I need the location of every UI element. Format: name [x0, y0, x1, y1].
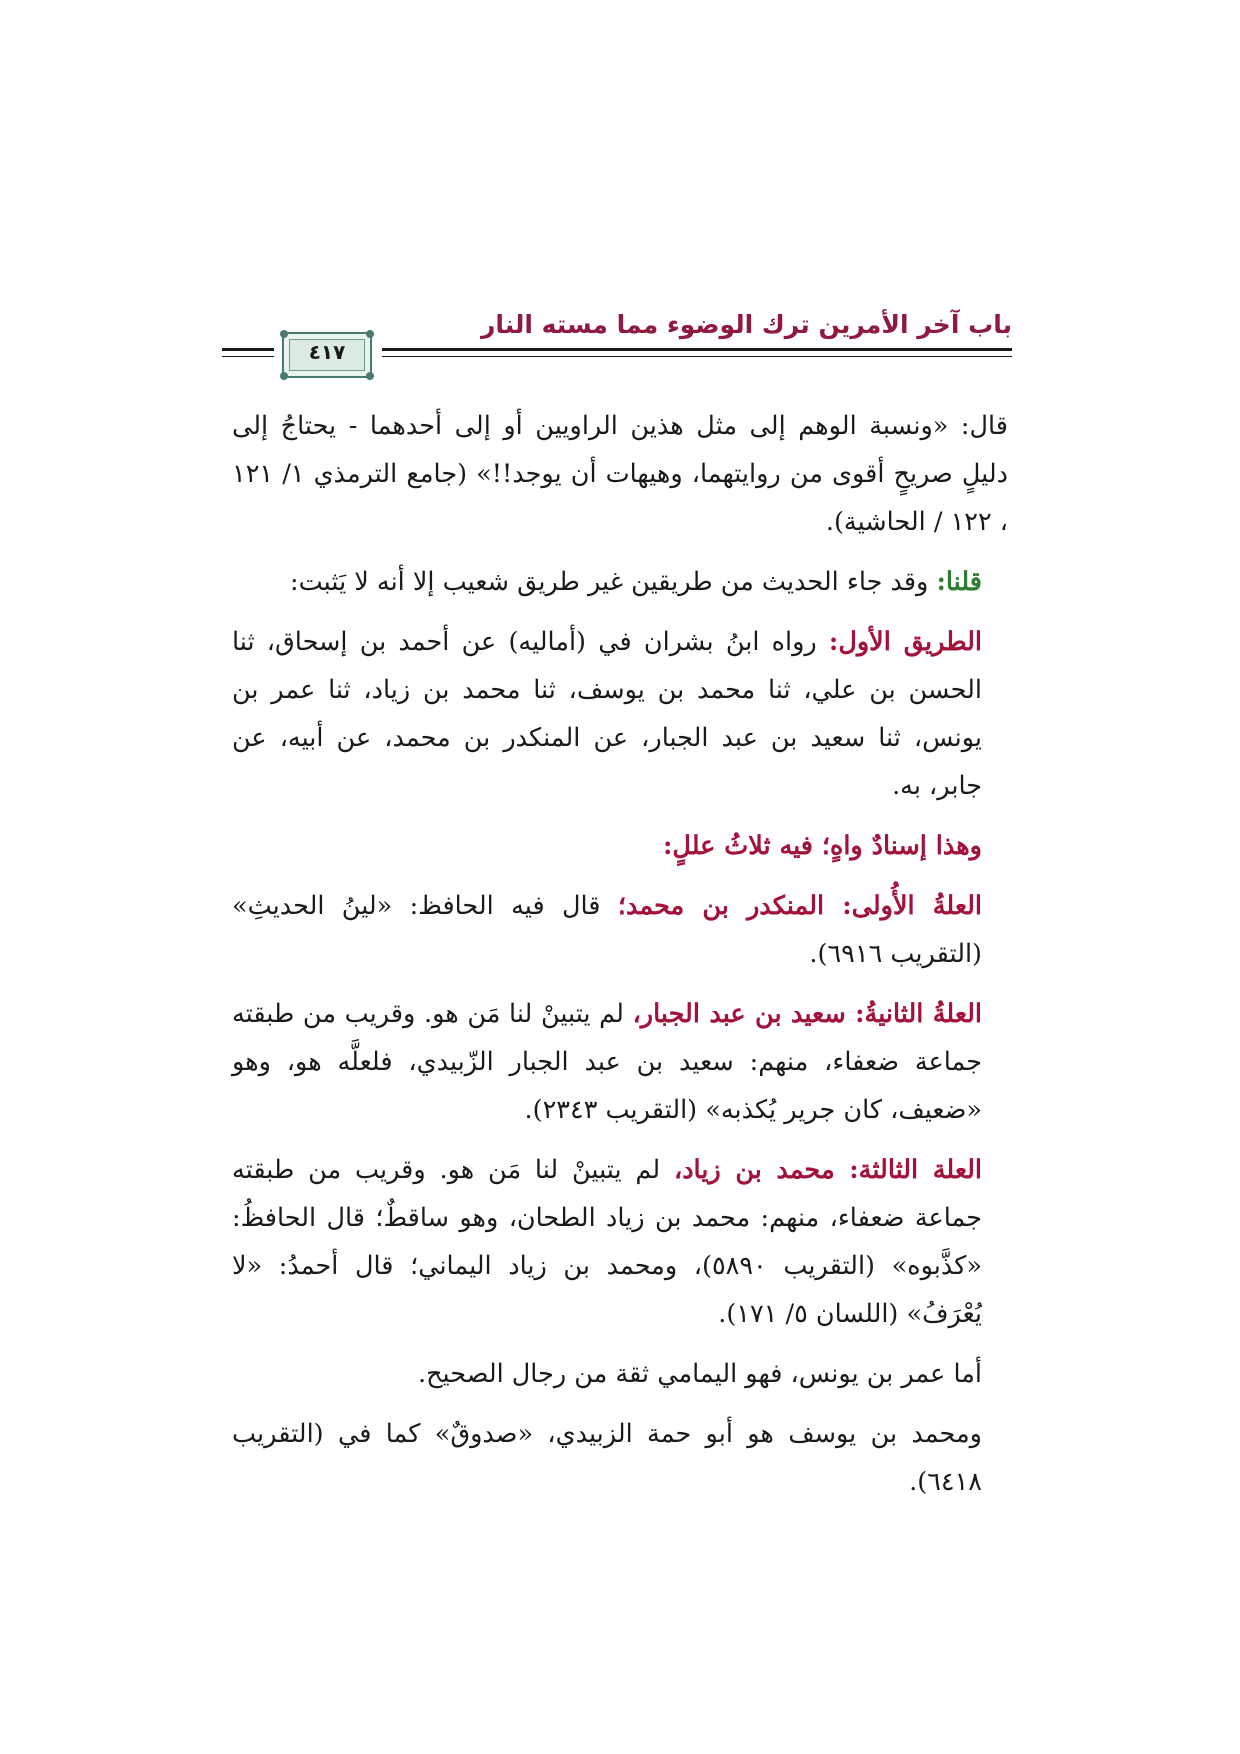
paragraph-three-defects-heading [232, 822, 1008, 870]
header-rule-thick [382, 348, 1012, 351]
chapter-title: باب آخر الأمرين ترك الوضوء مما مسته النار [480, 310, 1012, 339]
paragraph-label: العلةُ الثانيةُ: سعيد بن عبد الجبار، [632, 999, 983, 1029]
header-rule-thin [382, 356, 1012, 357]
paragraph-first-route: الطريق الأول: رواه ابنُ بشران في (أماليه) عن أحمد بن إسحاق، ثنا الحسن بن علي، ثنا محمد بن يوسف، ثنا محمد بن زياد، ثنا عمر بن يونس، ثنا سعيد بن عبد الجبار، عن المنكدر بن محمد، عن أبيه، عن جابر، به. [232, 627, 982, 801]
paragraph-label: الطريق الأول: [828, 627, 982, 657]
paragraph-defect-1: العلةُ الأُولى: المنكدر بن محمد؛ قال فيه الحافظ: «لينُ الحديثِ» (التقريب ٦٩١٦). [232, 891, 982, 969]
paragraph-umar: أما عمر بن يونس، فهو اليمامي ثقة من رجال الصحيح. [417, 1359, 982, 1389]
paragraph-label: قلنا: [936, 567, 982, 597]
paragraph-quote: قال: «ونسبة الوهم إلى مثل هذين الراويين أو إلى أحدهما - يحتاجُ إلى دليلٍ صريحٍ أقوى من روايتهما، وهيهات أن يوجد!!» (جامع الترمذي ١/ ١٢١ ، ١٢٢ / الحاشية). [232, 411, 1009, 537]
paragraph-defect-2: العلةُ الثانيةُ: سعيد بن عبد الجبار، لم يتبينْ لنا مَن هو. وقريب من طبقته جماعة ضعفاء، منهم: سعيد بن عبد الجبار الزّبيدي، فلعلَّه هو، وهو «ضعيف، كان جرير يُكذبه» (التقريب ٢٣٤٣). [232, 999, 983, 1125]
page-number-ornament [282, 332, 372, 378]
paragraph-defect-3: العلة الثالثة: محمد بن زياد، لم يتبينْ لنا مَن هو. وقريب من طبقته جماعة ضعفاء، منهم: محمد بن زياد الطحان، وهو ساقطٌ؛ قال الحافظُ: «كذَّبوه» (التقريب ٥٨٩٠)، ومحمد بن زياد اليماني؛ قال أحمدُ: «لا يُعْرَفُ» (اللسان ٥/ ١٧١). [232, 1155, 982, 1329]
header-rule-left-thin [222, 356, 274, 357]
body-text [232, 402, 1008, 1518]
page-header [222, 300, 1012, 390]
header-rule-left-thick [222, 348, 274, 351]
paragraph-qulna: قلنا: وقد جاء الحديث من طريقين غير طريق شعيب إلا أنه لا يَثبت: [290, 567, 982, 597]
paragraph-muhammad: ومحمد بن يوسف هو أبو حمة الزبيدي، «صدوقٌ» كما في (التقريب ٦٤١٨). [232, 1419, 982, 1497]
page-number: ٤١٧ [308, 340, 346, 364]
section-heading: وهذا إسنادٌ واهٍ؛ فيه ثلاثُ عللٍ: [662, 831, 982, 861]
paragraph-label: العلةُ الأُولى: المنكدر بن محمد؛ [617, 891, 982, 921]
paragraph-label: العلة الثالثة: محمد بن زياد، [673, 1155, 982, 1185]
